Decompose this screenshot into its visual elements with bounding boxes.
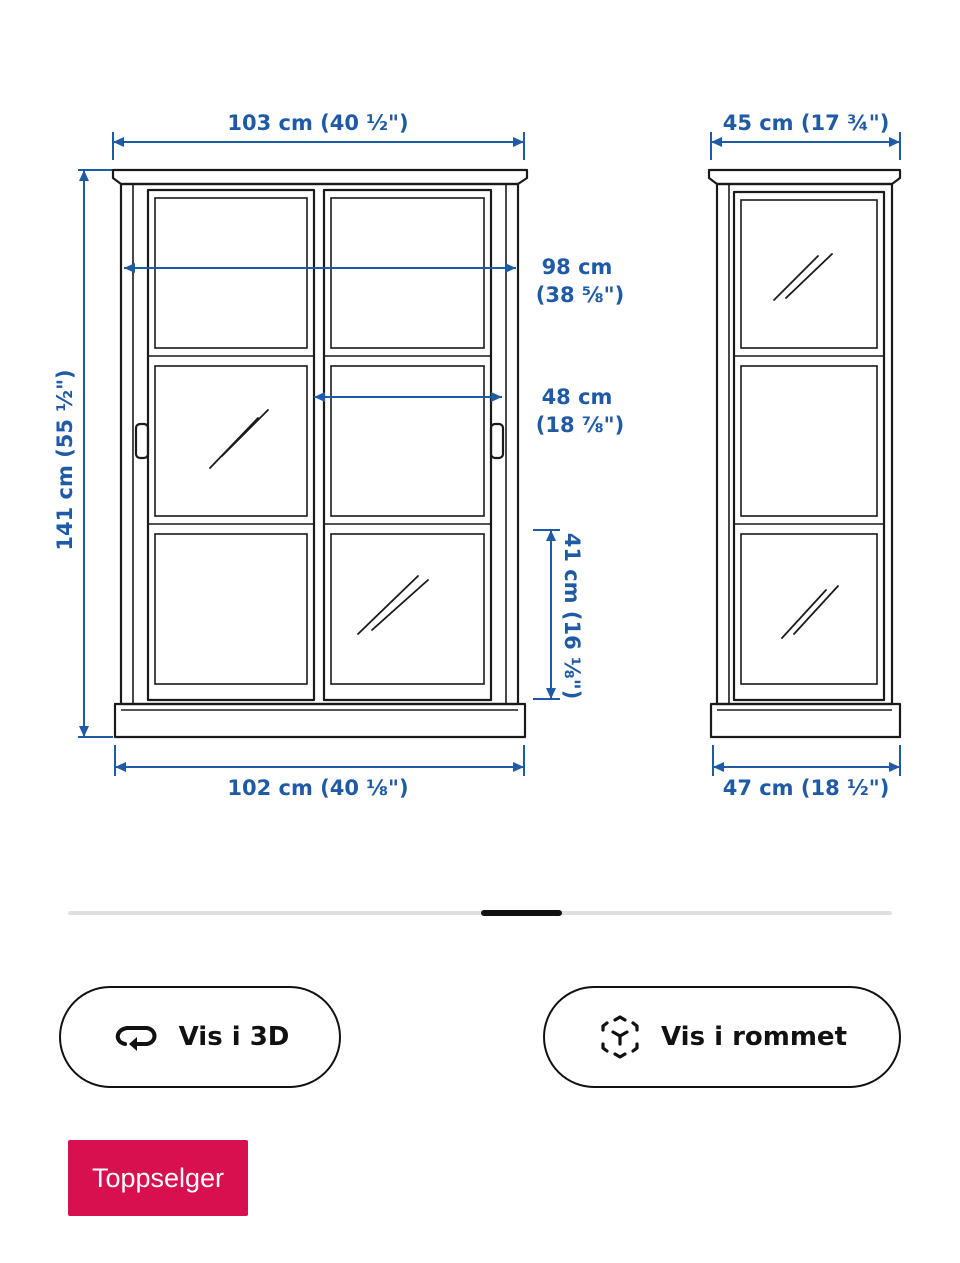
carousel-progress-track[interactable]: [68, 911, 892, 915]
view-in-room-label: Vis i rommet: [661, 1022, 847, 1052]
inner-width-in-label: (38 ⅝"): [535, 283, 625, 307]
rotate-3d-icon: [111, 1020, 161, 1054]
ar-cube-icon: [597, 1014, 643, 1060]
dimension-inner-width: [124, 255, 624, 307]
view-in-3d-button[interactable]: [59, 986, 341, 1088]
height-label: 141 cm (55 ½"): [53, 369, 77, 551]
dimension-depth-top: [711, 111, 900, 160]
inner-width-cm-label: 98 cm: [541, 255, 613, 279]
dimension-shelf-height: [533, 530, 584, 699]
carousel-progress-thumb[interactable]: [481, 910, 562, 916]
door-width-cm-label: 48 cm: [541, 385, 613, 409]
dimension-depth-bottom: [713, 745, 900, 800]
shelf-height-label: 41 cm (16 ⅛"): [560, 532, 584, 700]
dimension-height: [53, 170, 113, 737]
dimension-top-width: [113, 111, 524, 160]
cabinet-side-view: [709, 170, 900, 737]
top-seller-label: Toppselger: [91, 1162, 225, 1193]
view-in-3d-label: Vis i 3D: [178, 1022, 290, 1052]
dimension-door-width: [314, 385, 624, 437]
depth-top-label: 45 cm (17 ¾"): [722, 111, 890, 135]
top-seller-badge: [68, 1140, 248, 1216]
bottom-width-label: 102 cm (40 ⅛"): [227, 776, 409, 800]
top-width-label: 103 cm (40 ½"): [227, 111, 409, 135]
door-width-in-label: (18 ⅞"): [535, 413, 625, 437]
cabinet-front-view: [113, 170, 527, 737]
dimension-bottom-width: [115, 745, 524, 800]
view-in-room-button[interactable]: [543, 986, 901, 1088]
depth-bottom-label: 47 cm (18 ½"): [722, 776, 890, 800]
